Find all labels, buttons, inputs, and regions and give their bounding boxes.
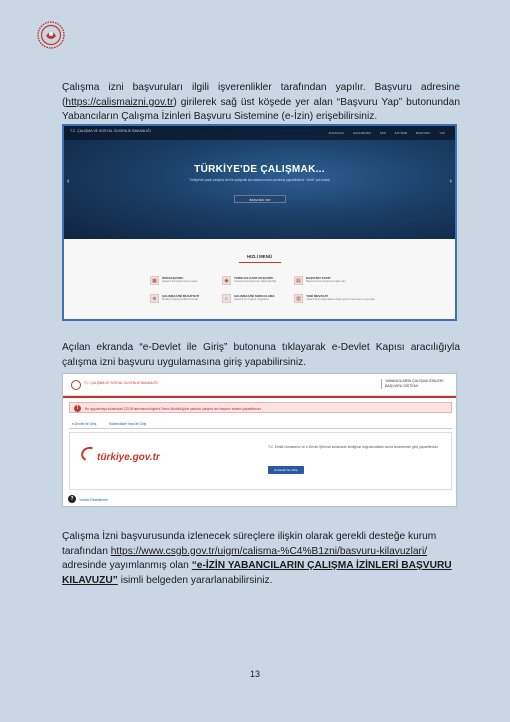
menu-item-icon: ⌕ [222,294,231,303]
guide-text-3: isimli belgeden yararlanabilirsiniz. [120,574,273,586]
carousel-prev-icon[interactable]: ‹ [67,178,70,185]
ministry-logo-icon [36,20,66,50]
page-number: 13 [249,669,260,679]
guide-text-2: adresinde yayımlanmış olan [62,560,189,571]
quick-menu-item[interactable] [294,293,384,307]
menu-item-desc: Muafiyet kapsamındaki durumlar [162,298,199,301]
header-accent-bar [63,396,456,398]
help-link[interactable]: Yardım Destekleme [79,497,108,502]
hero-apply-button[interactable]: BAŞVURU YAP [234,195,286,203]
login-app-title: YABANCILARIN ÇALIŞMA İZİNLERİ BAŞVURU SİSTEMİ [381,379,453,389]
website-screenshot [62,124,457,321]
login-tabs [69,420,452,429]
edevlet-login-button[interactable]: E-Devlet İle Giriş [268,466,304,474]
tab-engineer-login[interactable]: Mühendisler İnna ile Giriş [109,421,147,426]
guide-title: “e-İZİN YABANCILARIN ÇALIŞMA İZİNLERİ BAŞVURU KILAVUZU” [62,560,452,586]
intro-paragraph [62,81,460,125]
menu-item-icon: ▦ [150,276,159,285]
hero-title: TÜRKİYE'DE ÇALIŞMAK... [194,164,325,175]
guide-text-1: Çalışma İzni başvurusunda izlenecek süreçlere ilişkin olarak gerekli desteğe kurum tarafından [62,531,437,557]
menu-item-title: TURKUAZ KART BAŞVURU [234,276,274,280]
menu-item-icon: ◉ [222,276,231,285]
help-icon[interactable]: ? [68,495,76,503]
menu-item-title: BAŞVURU TAKİP [306,276,331,280]
login-alert [69,402,452,413]
quick-menu-item[interactable] [294,275,384,289]
menu-item-title: ÇALIŞMA İZNİ SORGULAMA [234,294,275,298]
login-info-text: T.C. Kimlik Numaranız ve e-Devlet Şifrenizi kullanarak kimliğiniz doğrulandıktan sonra sistemimize giriş yapabilirsiniz. [268,445,439,449]
site-nav[interactable]: ANASAYFA HAKKIMIZDA SSS İLETİŞİM BAŞVURU YAP [328,131,445,135]
turkiye-gov-logo [83,452,160,463]
quick-menu-divider [239,262,281,263]
csgb-guide-link[interactable]: https://www.csgb.gov.tr/uigm/calisma-%C4%B1zni/basvuru-kilavuzlari/ [110,545,428,557]
menu-item-desc: Çalışma izni başvurunuzu yapın [162,280,198,283]
menu-item-icon: ▥ [294,294,303,303]
menu-item-title: ÇALIŞMA İZNİ MUAFİYETİ [162,294,200,298]
login-org-name: T.C. ÇALIŞMA VE SOSYAL GÜVENLİK BAKANLIĞI [84,381,158,385]
alert-text: Bu uygulamaya kullanacak ÇSGB tanımlama bilgileri/ Genel Müdürlüğüne yabancı çalışma izni başvuru sistemi yapabilirsiniz. [85,406,262,411]
tab-edevlet[interactable]: e-Devlet İle Giriş [72,421,97,426]
menu-item-desc: Çalışma izni belgesi sorgulama [234,298,269,301]
calismaizni-link[interactable]: https://calismaizni.gov.tr [65,96,174,108]
menu-item-icon: ⊕ [150,294,159,303]
edevlet-logo-text: türkiye.gov.tr [97,452,160,463]
quick-menu-title: HIZLI MENÜ [246,254,273,259]
menu-item-desc: Başvurunuzun durumunu takip edin [306,280,346,283]
menu-item-icon: ▤ [294,276,303,285]
menu-item-desc: Yabancıların çalışmalarına ilişkin güncel mevzuat ve duyurular [306,298,375,301]
menu-item-title: İZNİ BAŞVURU [162,276,184,280]
site-brand: T.C. ÇALIŞMA VE SOSYAL GÜVENLİK BAKANLIĞI [70,129,151,133]
guide-paragraph [62,530,460,588]
alert-icon: ! [74,405,81,412]
login-header [63,374,456,396]
menu-item-desc: Turkuaz kart başvurusu hakkında bilgi [234,280,277,283]
menu-item-title: YENİ MEVZUAT [306,294,329,298]
edevlet-swoosh-icon [79,445,99,464]
login-card [69,432,452,490]
site-header [64,126,455,140]
hero-banner [64,126,455,239]
carousel-next-icon[interactable]: › [449,178,452,185]
intro-text-before: Çalışma izni başvuruları ilgili işverenlikler tarafından yapılır. Başvuru adresine ( [62,82,460,108]
hero-subtitle: Türkiye'de yasal çalışma izni ile çalışmak için başvurunuzu çevrimiçi yapabilirsiniz. "Artık" çok kolay! [189,178,330,182]
login-screenshot [62,373,457,507]
ministry-logo-icon [71,380,81,390]
intro-text-after: ) girilerek sağ üst köşede yer alan “Başvuru Yap” butonundan Yabancıların Çalışma İzinleri Başvuru Sistemine (e-İzin) erişebilirsiniz. [62,96,460,122]
edevlet-paragraph: Açılan ekranda “e-Devlet ile Giriş” butonuna tıklayarak e-Devlet Kapısı aracılığıyla çalışma izni başvuru uygulamasına giriş yapabilirsiniz. [62,342,460,368]
